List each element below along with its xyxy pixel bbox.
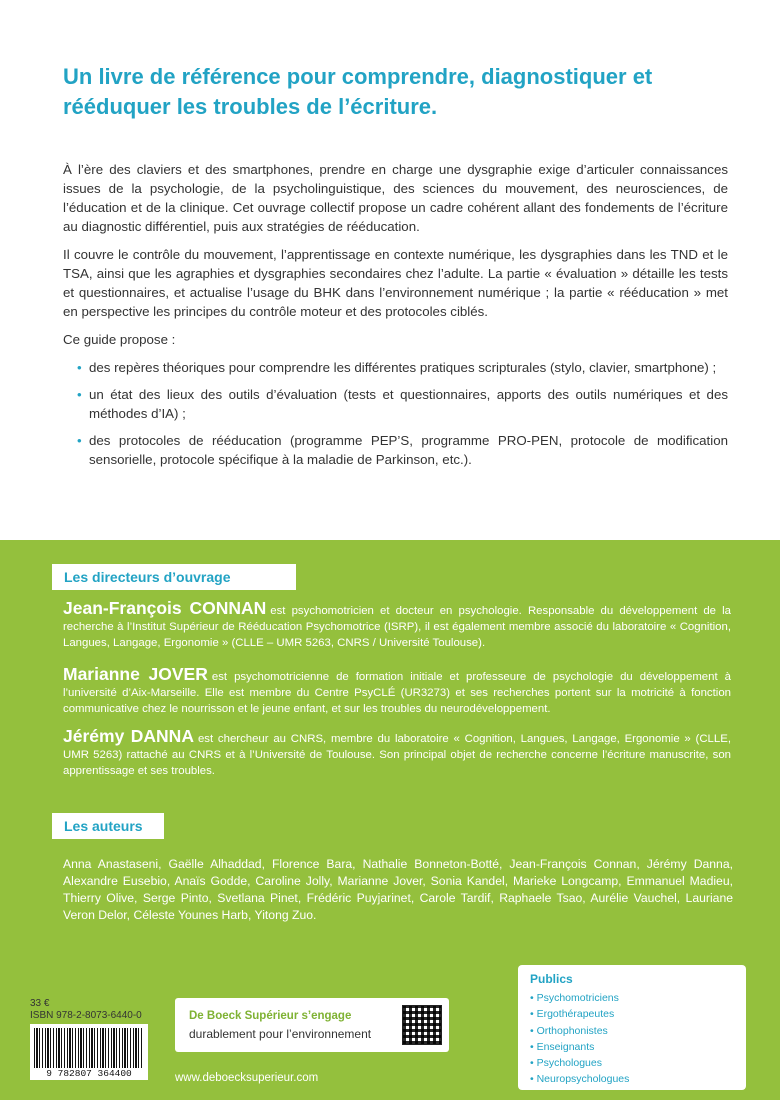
barcode <box>30 1024 148 1080</box>
directors-heading: Les directeurs d’ouvrage <box>52 564 296 590</box>
director-bio: est psychomotricien et docteur en psychologie. Responsable du développement de la recherche à l’Institut Supérieur de Rééducation Psychomotrice (ISRP), il est également membre associé du laboratoire « Cognition, Langues, Langage, Ergonomie » (CLLE – UMR 5263, CNRS / Université Toulouse). <box>63 605 731 649</box>
bullet-icon: • <box>77 360 82 375</box>
director-bio: est chercheur au CNRS, membre du laboratoire « Cognition, Langues, Langage, Ergonomie » (CLLE, UMR 5263) rattaché au CNRS et à l’Université de Toulouse. Son principal objet de recherche concerne l’écriture manuscrite, son apprentissage et ses troubles. <box>63 733 731 777</box>
eco-badge <box>175 998 449 1052</box>
qr-code-icon[interactable] <box>403 1006 441 1044</box>
director-entry <box>63 728 731 779</box>
eco-line-2: durablement pour l’environnement <box>189 1027 372 1041</box>
list-item: • des protocoles de rééducation (programme PEP’S, programme PRO-PEN, protocole de modification sensorielle, protocole spécifique à la maladie de Parkinson, etc.). <box>77 433 728 467</box>
website-link[interactable]: www.deboecksuperieur.com <box>175 1072 319 1084</box>
guide-list <box>63 358 728 469</box>
guide-lead: Ce guide propose : <box>63 332 176 347</box>
director-name: Jean-François CONNAN <box>63 598 267 618</box>
authors-list: Anna Anastaseni, Gaëlle Alhaddad, Florence Bara, Nathalie Bonneton-Botté, Jean-François Connan, Jérémy Danna, Alexandre Eusebio, Anaïs Godde, Caroline Jolly, Marianne Jover, Sonia Kandel, Marieke Longcamp, Emmanuel Madieu, Thierry Olive, Serge Pinto, Svetlana Pinet, Frédéric Puyjarinet, Carole Tardif, Raphaele Tsao, Aurélie Vauchel, Lauriane Veron Delor, Céleste Younes Harb, Yitong Zuo. <box>63 857 733 922</box>
isbn: ISBN 978-2-8073-6440-0 <box>30 1010 142 1021</box>
price-block <box>30 998 142 1022</box>
bullet-icon: • <box>77 387 82 402</box>
list-item: • Ergothérapeutes <box>530 1008 615 1021</box>
intro-text <box>63 160 728 477</box>
list-item: • Psychologues <box>530 1057 602 1070</box>
eco-line-1: De Boeck Supérieur s’engage <box>189 1010 352 1022</box>
barcode-number: 9 782807 364400 <box>46 1068 132 1079</box>
intro-paragraph: Il couvre le contrôle du mouvement, l’apprentissage en contexte numérique, les dysgraphies dans les TND et le TSA, ainsi que les agraphies et dysgraphies secondaires chez l’adulte. La partie « évaluation » détaille les tests et questionnaires, et actualise l’usage du BHK dans l’environnement numérique ; la partie « rééducation » met en perspective les principes du contrôle moteur et des protocoles ciblés. <box>63 247 728 319</box>
headline: Un livre de référence pour comprendre, diagnostiquer et rééduquer les troubles de l’écriture. <box>63 64 653 119</box>
barcode-bars <box>34 1028 144 1068</box>
publics-list <box>530 990 629 1088</box>
list-item: • Enseignants <box>530 1040 595 1053</box>
intro-paragraph: À l’ère des claviers et des smartphones, prendre en charge une dysgraphie exige d’articuler connaissances issues de la psychologie, de la psycholinguistique, des sciences du mouvement, des neurosciences, de l’éducation et de la clinique. Cet ouvrage collectif propose un cadre cohérent allant des fondements de l’écriture au diagnostic différentiel, puis aux stratégies de rééducation. <box>63 162 728 234</box>
list-item: • Orthophonistes <box>530 1024 608 1037</box>
list-item: • Neuropsychologues <box>530 1073 630 1086</box>
green-section <box>0 540 780 1100</box>
director-entry <box>63 666 731 717</box>
authors-heading: Les auteurs <box>52 813 164 839</box>
publics-title: Publics <box>530 972 573 986</box>
price: 33 € <box>30 998 50 1009</box>
list-item: • Psychomotriciens <box>530 992 619 1004</box>
director-name: Marianne JOVER <box>63 664 208 684</box>
director-bio: est psychomotricienne de formation initiale et professeure de psychologie du développement à l’université d’Aix-Marseille. Elle est membre du Centre PsyCLÉ (UR3273) et ses recherches portent sur la motricité à fonction communicative chez le nourrisson et le jeune enfant, et sur les troubles du neurodéveloppement. <box>63 671 731 715</box>
list-item: • un état des lieux des outils d’évaluation (tests et questionnaires, apports des outils numériques et des méthodes d’IA) ; <box>77 387 728 421</box>
bullet-icon: • <box>77 433 82 448</box>
list-item: • des repères théoriques pour comprendre les différentes pratiques scripturales (stylo, clavier, smartphone) ; <box>77 360 717 375</box>
publics-box <box>518 965 746 1090</box>
director-name: Jérémy DANNA <box>63 726 194 746</box>
description-section <box>0 0 780 540</box>
director-entry <box>63 600 731 651</box>
